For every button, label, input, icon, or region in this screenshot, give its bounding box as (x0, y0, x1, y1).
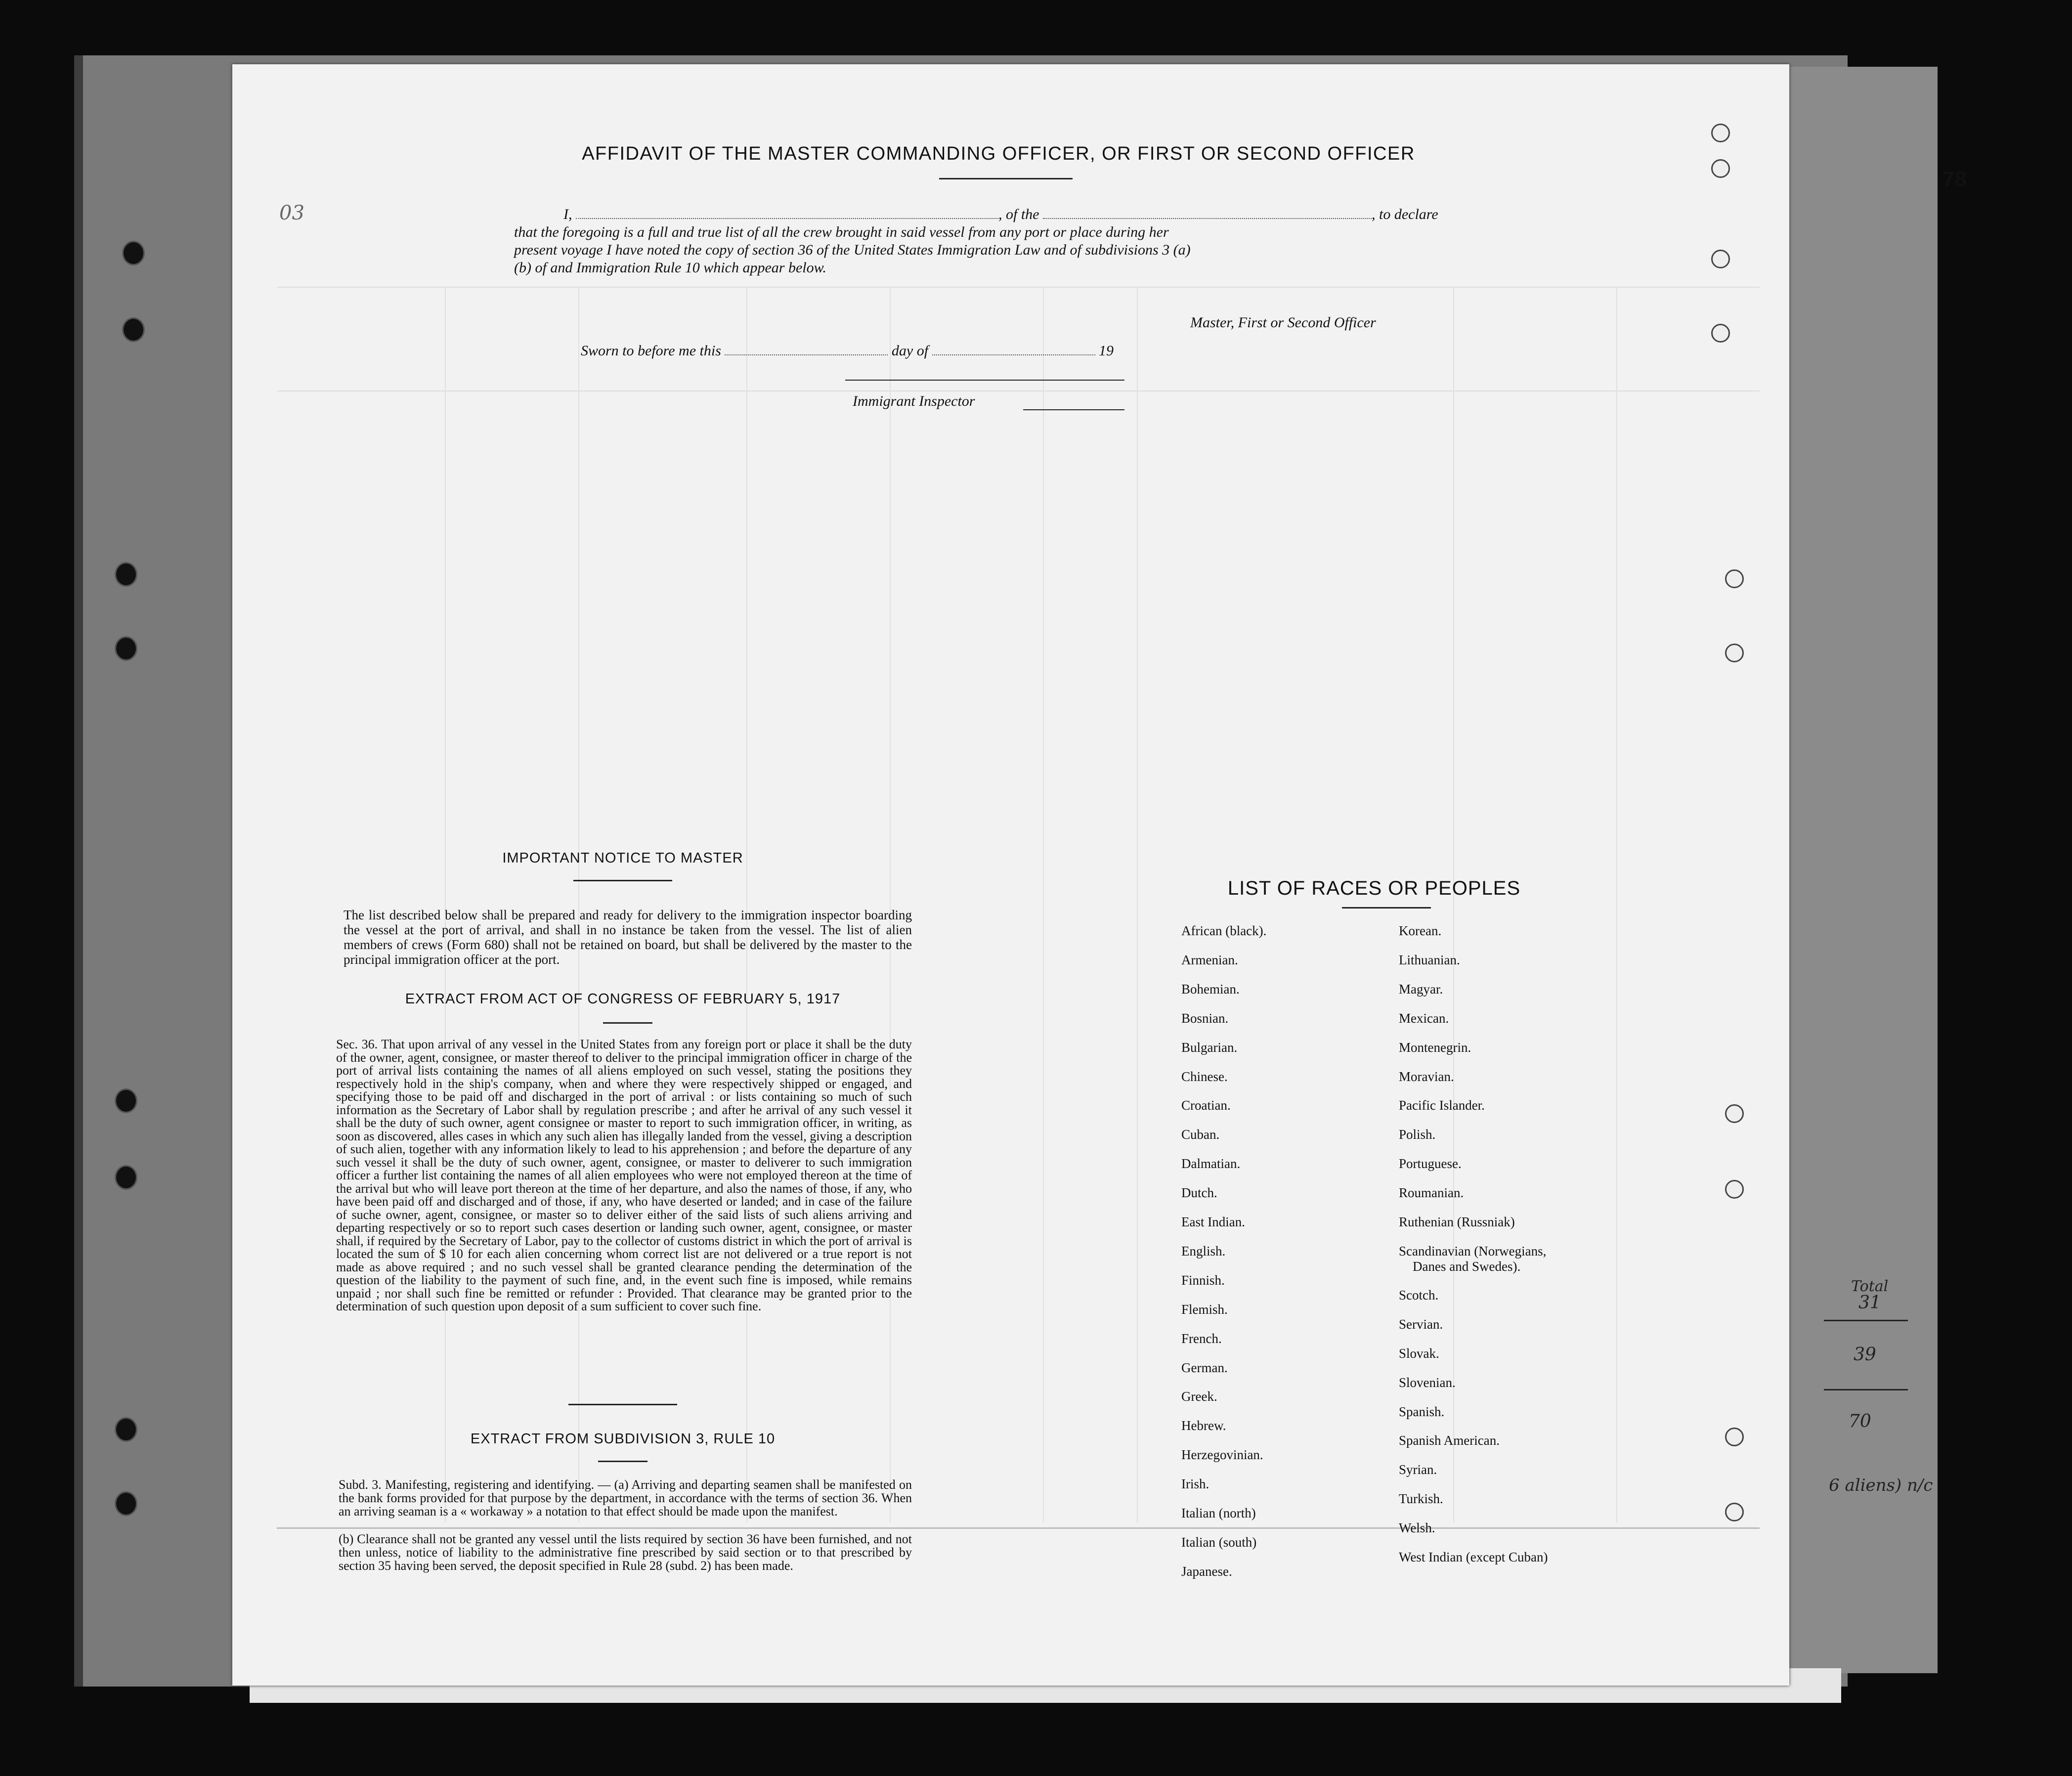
race-item: French. (1181, 1331, 1222, 1346)
race-item: Roumanian. (1399, 1185, 1464, 1201)
race-item: Spanish American. (1399, 1433, 1500, 1448)
race-item: African (black). (1181, 923, 1267, 938)
race-item: Cuban. (1181, 1127, 1220, 1142)
binder-hole (124, 242, 143, 264)
binder-ring (1711, 250, 1730, 268)
binder-ring (1725, 1503, 1744, 1521)
notice-underline (573, 880, 672, 881)
race-item: German. (1181, 1360, 1228, 1375)
faint-rule (277, 390, 1760, 391)
declaration-line-2: that the foregoing is a full and true list of all the crew brought in said vessel from any port or place during her (514, 224, 1169, 240)
race-item: West Indian (except Cuban) (1399, 1550, 1548, 1564)
binder-ring (1711, 124, 1730, 142)
handwritten-total-label: Total (1851, 1278, 1889, 1295)
binder-hole (116, 1419, 136, 1440)
race-item: Slovak. (1399, 1345, 1439, 1361)
declaration-line-3: present voyage I have noted the copy of section 36 of the United States Immigration Law and of subdivisions 3 (a) (514, 242, 1191, 258)
race-item: Welsh. (1399, 1520, 1435, 1536)
race-item: East Indian. (1181, 1214, 1245, 1229)
race-item: Irish. (1181, 1476, 1209, 1492)
declaration-line-1 (514, 205, 1488, 223)
race-item: Hebrew. (1181, 1418, 1226, 1433)
race-item: Syrian. (1399, 1462, 1437, 1477)
race-item: Bosnian. (1181, 1010, 1229, 1026)
faint-rule (277, 1527, 1760, 1529)
binder-hole (116, 638, 136, 659)
race-item: Scandinavian (Norwegians, (1399, 1243, 1547, 1258)
sworn-line (581, 343, 1114, 359)
race-item: Bohemian. (1181, 981, 1240, 996)
race-item: Bulgarian. (1181, 1040, 1238, 1055)
faint-column (1453, 287, 1454, 1522)
binder-hole (116, 1493, 136, 1515)
title-underline (939, 178, 1073, 179)
race-item: Chinese. (1181, 1069, 1228, 1084)
race-item: Montenegrin. (1399, 1040, 1471, 1055)
section-divider (568, 1404, 677, 1405)
sworn-month-blank[interactable] (932, 343, 1095, 355)
binder-ring (1725, 1428, 1744, 1446)
inspector-label: Immigrant Inspector (853, 393, 975, 409)
binder-hole (116, 1090, 136, 1112)
day-of-label: day of (891, 343, 929, 359)
faint-column (578, 287, 579, 1522)
binder-ring (1725, 644, 1744, 662)
race-item: Dutch. (1181, 1185, 1217, 1201)
handwritten-rule (1824, 1389, 1908, 1390)
inspector-signature-rule (1023, 409, 1124, 410)
i-label: I, (563, 206, 572, 222)
faint-column (890, 287, 891, 1522)
binder-ring (1711, 324, 1730, 343)
notice-title: IMPORTANT NOTICE TO MASTER (502, 850, 743, 866)
affidavit-declaration (514, 205, 1488, 277)
binder-hole (124, 319, 143, 341)
faint-column (1616, 287, 1617, 1522)
master-signature-label: Master, First or Second Officer (1190, 314, 1376, 331)
act-extract-underline (603, 1022, 652, 1024)
act-extract-text: Sec. 36. That upon arrival of any vessel in the United States from any foreign port or place it shall be the duty of the owner, agent, consignee, or master thereof to deliver to the principal immigration officer in charge of the port of arrival lists containing the names of all aliens employed on such vessel, stating the positions they respectively hold in the ship's company, when and where they were respectively shipped or engaged, and specifying those to be paid off and discharged in the port of arrival : or lists containing so much of such information as the Secretary of Labor shall by regulation prescribe ; and after he arrival of any such vessel it shall be the duty of such owner, agent consignee or master to report to such immigration officer, in writing, as soon as discovered, alles cases in which any such alien has illegally landed from the vessel, giving a description of such alien, together with any information likely to lead to his apprehension ; and before the departure of any such vessel it shall be the duty of such owner, agent, consignee, or master to deliverer to such immigration officer a further list containing the names of all alien employees who were not employed thereon at the time of the arrival but who will leave port thereon at the time of her departure, and also the names of those, if any, who have been paid off and discharged and of those, if any, who have deserted or landed; and in case of the failure of suche owner, agent, consignee, or master so to deliver either of the said lists of such aliens arriving and departing respectively or so to report such cases desertion or landing such owner, agent, consignee, or master shall, if required by the Secretary of Labor, pay to the collector of customs district in which the port of arrival is located the sum of $ 10 for each alien concerning whom correct list are not delivered or a true report is not made as above required ; and no such vessel shall be granted clearance pending the determination of the question of the liability to the payment of such fine, and, in the event such fine is imposed, while remains unpaid ; nor shall such fine be remitted or refunder : Provided. That clearance may be granted prior to the determination of such question upon deposit of a sum sufficient to cover such fine. (336, 1037, 912, 1313)
race-item: Slovenian. (1399, 1375, 1456, 1390)
race-item: English. (1181, 1243, 1226, 1258)
binder-hole (116, 563, 136, 585)
race-item: Greek. (1181, 1389, 1217, 1404)
race-item: Scotch. (1399, 1287, 1439, 1302)
faint-rule (277, 287, 1760, 288)
race-item: Flemish. (1181, 1301, 1228, 1317)
race-item: Korean. (1399, 923, 1442, 938)
binder-ring (1725, 1104, 1744, 1123)
rule-extract-text-a: Subd. 3. Manifesting, registering and identifying. — (a) Arriving and departing seamen shall be manifested on the bank forms provided for that purpose by the department, in accordance with the terms of section 36. When an arriving seaman is a « workaway » a notation to that effect should be made upon the manifest. (339, 1477, 912, 1518)
handwritten-count-31: 31 (1858, 1293, 1881, 1313)
act-extract-title: EXTRACT FROM ACT OF CONGRESS OF FEBRUARY 5, 1917 (405, 991, 841, 1007)
race-item: Italian (south) (1181, 1534, 1257, 1550)
race-item: Lithuanian. (1399, 952, 1460, 967)
race-item: Japanese. (1181, 1563, 1232, 1579)
race-item: Turkish. (1399, 1491, 1443, 1507)
race-item: Spanish. (1399, 1404, 1445, 1419)
page-number: 78 (1942, 167, 1967, 191)
faint-column (1137, 287, 1138, 1522)
rule-extract-title: EXTRACT FROM SUBDIVISION 3, RULE 10 (470, 1431, 776, 1447)
race-item: Italian (north) (1181, 1506, 1256, 1520)
race-item: Mexican. (1399, 1010, 1449, 1026)
race-item: Pacific Islander. (1399, 1098, 1485, 1113)
handwritten-count-39: 39 (1854, 1344, 1876, 1365)
binder-ring (1725, 569, 1744, 588)
race-item: Dalmatian. (1181, 1156, 1241, 1171)
rule-extract-underline (598, 1461, 648, 1462)
race-item: Polish. (1399, 1127, 1436, 1142)
vessel-blank[interactable] (1043, 205, 1372, 219)
faint-column (746, 287, 747, 1522)
of-the-label: , of the (998, 206, 1039, 222)
rule-extract-text-b: (b) Clearance shall not be granted any vessel until the lists required by section 36 have been furnished, and not then unless, notice of liability to the administrative fine prescribed by said section or to that prescribed by section 35 having been served, the deposit specified in Rule 28 (subd. 2) has been made. (339, 1532, 912, 1573)
sworn-date-rule (845, 380, 1124, 381)
to-declare-label: , to declare (1372, 206, 1438, 222)
race-item: Finnish. (1181, 1272, 1225, 1288)
race-item: Croatian. (1181, 1098, 1231, 1113)
race-item: Portuguese. (1399, 1156, 1462, 1171)
stamp-number: 03 (279, 202, 304, 224)
handwritten-rule (1824, 1320, 1908, 1321)
year-label: 19 (1099, 343, 1114, 359)
race-item: Magyar. (1399, 981, 1443, 996)
faint-column (445, 287, 446, 1522)
race-item: Ruthenian (Russniak) (1399, 1214, 1515, 1229)
race-item: Servian. (1399, 1316, 1443, 1332)
race-item: Danes and Swedes). (1413, 1258, 1521, 1274)
sworn-day-blank[interactable] (725, 343, 888, 355)
declaration-line-4: (b) of and Immigration Rule 10 which appear below. (514, 260, 826, 276)
race-item: Herzegovinian. (1181, 1447, 1263, 1463)
handwritten-note: 6 aliens) n/c (1829, 1475, 1933, 1495)
sworn-label: Sworn to before me this (581, 343, 721, 359)
race-item: Armenian. (1181, 952, 1238, 967)
handwritten-count-70: 70 (1849, 1411, 1871, 1431)
races-title: LIST OF RACES OR PEOPLES (1227, 877, 1521, 899)
faint-column (1043, 287, 1044, 1522)
affidavit-title: AFFIDAVIT OF THE MASTER COMMANDING OFFICER, OR FIRST OR SECOND OFFICER (582, 143, 1415, 164)
race-item: Moravian. (1399, 1069, 1454, 1084)
binder-ring (1725, 1180, 1744, 1199)
binder-hole (116, 1167, 136, 1188)
notice-text: The list described below shall be prepared and ready for delivery to the immigration inspector boarding the vessel at the port of arrival, and shall in no instance be taken from the vessel. The list of alien members of crews (Form 680) shall not be retained on board, but shall be delivered by the master to the principal immigration officer at the port. (344, 908, 912, 967)
races-underline (1342, 907, 1431, 909)
name-blank[interactable] (576, 205, 998, 219)
